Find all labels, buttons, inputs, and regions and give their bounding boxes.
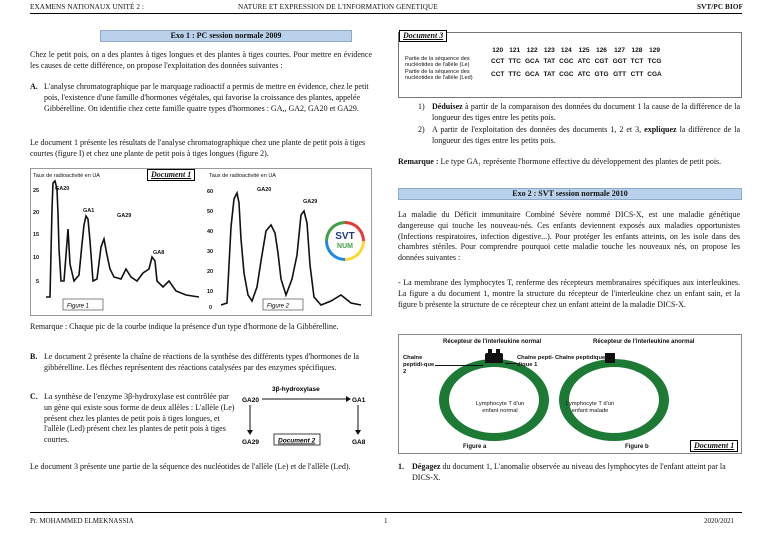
codon-cell: CCT bbox=[491, 57, 505, 65]
position-cell: 121 bbox=[509, 47, 521, 54]
chain2-label: Chaîne peptidi-que 2 bbox=[403, 355, 435, 375]
doc3-table bbox=[403, 47, 664, 81]
fig2-caption: Figure 2 bbox=[267, 303, 290, 310]
fig2-ylabel: Taux de radioactivité en UA bbox=[209, 173, 276, 179]
codon-cell: ATC bbox=[577, 70, 591, 78]
codon-cell: TTC bbox=[508, 57, 521, 65]
codon-cell: GTG bbox=[594, 70, 609, 78]
figb-title: Récepteur de l'interleukine anormal bbox=[593, 339, 695, 345]
position-cell: 120 bbox=[492, 47, 504, 54]
fig2-ytick: 40 bbox=[207, 229, 214, 235]
position-cell: 127 bbox=[614, 47, 626, 54]
fig1-caption: Figure 1 bbox=[67, 303, 90, 310]
codon-cell: CGC bbox=[559, 70, 574, 78]
ex2-p2: - La membrane des lymphocytes T, renferme des récepteurs membranaires spécifiques aux interleukines. La figure a du document 1, montre la structure du récepteur de l'interleukine chez un enfant sain, et la figure b présente la structure de ce récepteur chez un enfant atteint de la maladie DICS-X. bbox=[398, 278, 740, 309]
doc1-label: Document 1 bbox=[147, 169, 195, 181]
doc3-positions-row bbox=[403, 47, 664, 56]
doc2-enzyme: 3β-hydroxylase bbox=[272, 386, 320, 393]
ex1-a-label: A. bbox=[30, 82, 38, 91]
doc3-figure bbox=[398, 32, 742, 98]
codon-cell: TCT bbox=[630, 57, 644, 65]
position-cell: 124 bbox=[560, 47, 572, 54]
lympho-sick-label: Lymphocyte T d'un enfant malade bbox=[565, 401, 615, 414]
codon-cell: TAT bbox=[543, 57, 556, 65]
fig1-ytick: 5 bbox=[36, 279, 40, 285]
fig2-ytick: 30 bbox=[207, 249, 214, 255]
ex1-doc1-text: Le document 1 présente les résultats de l'analyse chromatographique chez une plante de petit pois à tiges courtes (figure I) et chez une plante de petit pois à tiges longues (figure 2). bbox=[30, 138, 366, 158]
doc2-ga29: GA29 bbox=[242, 439, 259, 446]
chain1-label: Chaîne pepti-dique 1 bbox=[517, 355, 554, 368]
fig1-ytick: 20 bbox=[33, 210, 40, 216]
header-right: SVT/PC BIOF bbox=[697, 3, 744, 11]
fig2-ytick: 60 bbox=[207, 189, 214, 195]
codon-cell: CGT bbox=[594, 57, 609, 65]
figa-caption: Figure a bbox=[463, 444, 487, 450]
ex1-b-text: Le document 2 présente la chaîne de réactions de la synthèse des différents types d'hormones de la gibbérelline. Les flèches représentent des réactions catalysées par des enzymes spécifiques. bbox=[44, 352, 359, 372]
codon-cell: CGC bbox=[559, 57, 574, 65]
codon-cell: CTT bbox=[630, 70, 644, 78]
figa-title: Récepteur de l'interleukine normal bbox=[443, 339, 542, 345]
ex1-title: Exo 1 : PC session normale 2009 bbox=[100, 30, 352, 42]
fig2-peak-ga20: GA20 bbox=[257, 187, 272, 193]
fig2-ytick: 50 bbox=[207, 209, 214, 215]
lympho-normal-label: Lymphocyte T d'un enfant normal bbox=[475, 401, 525, 414]
ex1-a-text: L'analyse chromatographique par le marquage radioactif a permis de mettre en évidence, chez le petit pois, l'existence d'une famille d'hormones végétales, qui favorise la croissance des plantes, appelée Gibbérelline. On identifie chez cette famille quatre types d'hormones : GA,, GA2, GA20 et GA29. bbox=[44, 82, 369, 113]
ex1-q1-num: 1) bbox=[418, 102, 425, 111]
ex1-c-label: C. bbox=[30, 392, 38, 401]
ex1-remark: Remarque : Chaque pic de la courbe indique la présence d'un type d'hormone de la Gibbérelline. bbox=[30, 322, 339, 331]
fig1-ytick: 25 bbox=[33, 188, 40, 194]
logo-text: SVT bbox=[335, 231, 355, 242]
doc2-ga20: GA20 bbox=[242, 397, 259, 404]
led-label: Partie de la séquence des nucléotides de l'allèle (Led) bbox=[405, 68, 473, 82]
fig2-ytick: 20 bbox=[207, 269, 214, 275]
header-rule bbox=[30, 13, 742, 14]
fig1-curve bbox=[46, 181, 199, 297]
fig1-peak-ga1: GA1 bbox=[83, 208, 95, 214]
position-cell: 123 bbox=[543, 47, 555, 54]
codon-cell: ATC bbox=[577, 57, 591, 65]
codon-cell: GTT bbox=[613, 70, 627, 78]
ex2-q1-num: 1. bbox=[398, 462, 404, 471]
doc2-figure bbox=[240, 382, 372, 450]
ex1-q2: A partir de l'exploitation des données des documents 1, 2 et 3, expliquez la différence de la longueur des tiges entre les petits pois. bbox=[432, 125, 740, 145]
codon-cell: CGA bbox=[647, 70, 662, 78]
codon-cell: TTC bbox=[508, 70, 521, 78]
fig1-peak-ga8: GA8 bbox=[153, 250, 165, 256]
doc3-label: Document 3 bbox=[399, 30, 447, 42]
fig1-ylabel: Taux de radioactivité en UA bbox=[33, 173, 100, 179]
logo-sub: NUM bbox=[337, 243, 353, 250]
header-center: NATURE ET EXPRESSION DE L'INFORMATION GENETIQUE bbox=[238, 3, 438, 11]
chain2b-label: Chaîne peptidique 2 bbox=[555, 355, 611, 361]
footer-author: Pr. MOHAMMED ELMEKNASSIA bbox=[30, 517, 134, 525]
doc1-chart bbox=[31, 169, 371, 315]
fig2-ytick: 10 bbox=[207, 289, 214, 295]
ex2-intro: La maladie du Déficit immunitaire Combiné Sévère nommé DICS-X, est une maladie génétique dangereuse qui touche les nouveau-nés. Ces enfants deviennent exposés aux maladies opportunistes (Infections respiratoires, infection digestive...). Pour protéger les enfants atteints, on les isole dans des chambres stériles. Pour comprendre pourquoi cette maladie touche les nouveaux nés, on propose les données suivantes : bbox=[398, 210, 740, 263]
codon-cell: TAT bbox=[543, 70, 556, 78]
ex1-c-text: La synthèse de l'enzyme 3β-hydroxylase est contrôlée par un gène qui existe sous forme de deux allèles : L'allèle (Le) présent chez les plantes de petit pois à tiges longues, et l'allèle (Led) présent chez les plantes de petit pois à tiges courtes. bbox=[44, 392, 235, 445]
footer-year: 2020/2021 bbox=[704, 517, 734, 525]
header-left: EXAMENS NATIONAUX UNITÉ 2 : bbox=[30, 3, 145, 11]
codon-cell: GGT bbox=[612, 57, 627, 65]
svt-logo bbox=[325, 221, 365, 261]
position-cell: 128 bbox=[631, 47, 643, 54]
codon-cell: GCA bbox=[525, 57, 540, 65]
ex1-doc3-text: Le document 3 présente une partie de la séquence des nucléotides de l'allèle (Le) et de l'allèle (Led). bbox=[30, 462, 351, 471]
ex1-remark2: Remarque : Le type GA₁ représente l'hormone effective du développement des plantes de petit pois. bbox=[398, 157, 722, 166]
le-label: Partie de la séquence des nucléotides de l'allèle (Le) bbox=[405, 55, 470, 69]
ex1-b-label: B. bbox=[30, 352, 38, 361]
figb-caption: Figure b bbox=[625, 444, 649, 450]
fig1-ytick: 15 bbox=[33, 232, 40, 238]
footer-rule bbox=[30, 512, 742, 513]
ex1-q2-num: 2) bbox=[418, 125, 425, 134]
codon-cell: TCG bbox=[647, 57, 662, 65]
footer-page: 1 bbox=[384, 517, 388, 525]
doc3-led-row bbox=[403, 69, 664, 82]
fig1-peak-ga29: GA29 bbox=[117, 213, 132, 219]
fig2-peak-ga29: GA29 bbox=[303, 199, 318, 205]
doc3-le-row bbox=[403, 56, 664, 69]
codon-cell: CCT bbox=[491, 70, 505, 78]
position-cell: 122 bbox=[526, 47, 538, 54]
doc1-figure bbox=[30, 168, 372, 316]
fig1-ytick: 10 bbox=[33, 255, 40, 261]
doc2-ga1: GA1 bbox=[352, 397, 366, 404]
ex2-title: Exo 2 : SVT session normale 2010 bbox=[398, 188, 742, 200]
ex2-q1: Dégagez du document 1, L'anomalie observée au niveau des lymphocytes de l'enfant atteint par la DICS-X. bbox=[412, 462, 726, 482]
doc2-ga8: GA8 bbox=[352, 439, 366, 446]
position-cell: 129 bbox=[649, 47, 660, 54]
position-cell: 126 bbox=[596, 47, 607, 54]
ex1-q1: Déduisez à partir de la comparaison des données du document 1 la cause de la différence de la longueur des tiges entre les petits pois. bbox=[432, 102, 740, 122]
doc2-label: Document 2 bbox=[278, 437, 316, 445]
ex2-doc1-figure bbox=[398, 334, 742, 454]
ex2-doc1-label: Document 1 bbox=[690, 440, 738, 452]
fig1-peak-ga20: GA20 bbox=[55, 186, 70, 192]
position-cell: 125 bbox=[578, 47, 590, 54]
codon-cell: GCA bbox=[525, 70, 540, 78]
ex1-intro: Chez le petit pois, on a des plantes à tiges longues et des plantes à tiges courtes. Pour mettre en évidence les causes de cette différence, on propose l'exploitation des données suivantes : bbox=[30, 50, 372, 70]
fig2-ytick: 0 bbox=[209, 305, 213, 311]
